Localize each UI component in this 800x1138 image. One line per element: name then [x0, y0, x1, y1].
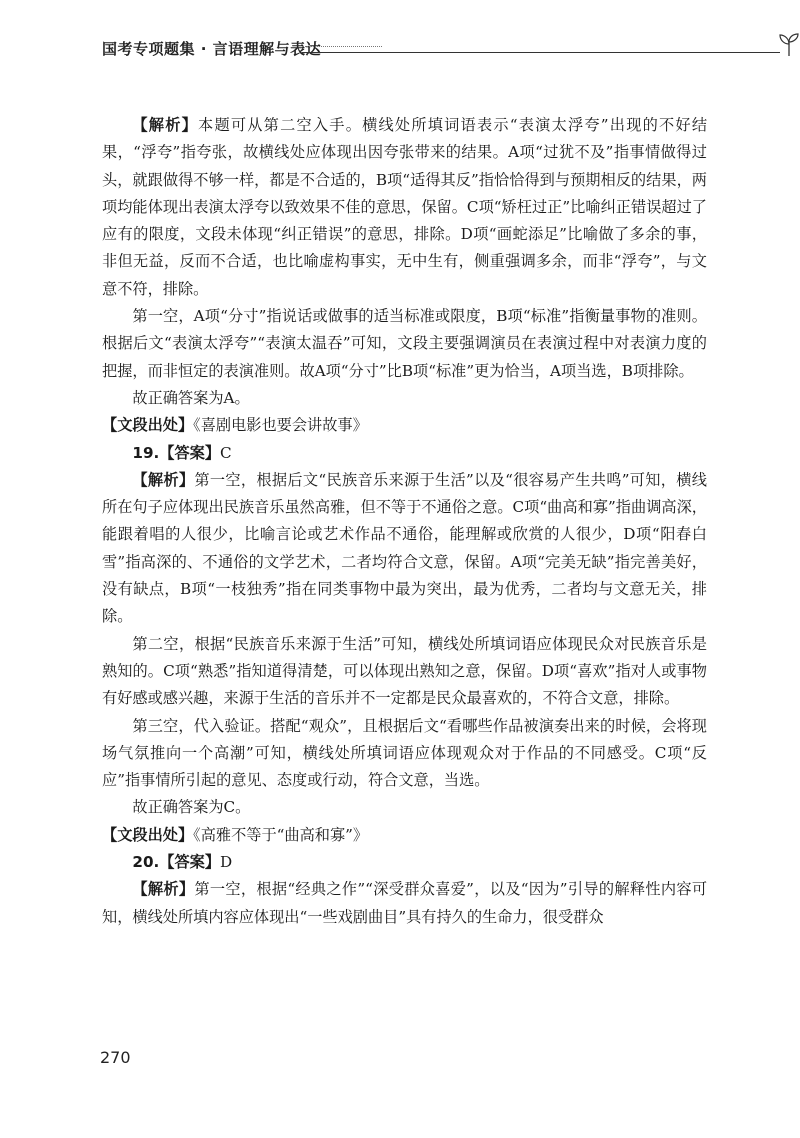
section-tag: 【文段出处】 — [102, 825, 194, 844]
paragraph-text: 第一空，根据后文“民族音乐来源于生活”以及“很容易产生共鸣”可知，横线所在句子应体现出民族音乐虽然高雅，但不等于不通俗之意。C项“曲高和寡”指曲调高深，能跟着唱的人很少，比喻言论或艺术作品不通俗，能理解或欣赏的人很少，D项“阳春白雪”指高深的、不通俗的文学艺术，二者均符合文意，保留。A项“完美无缺”指完善美好，没有缺点，B项“一枝独秀”指在同类事物中最为突出，最为优秀，二者均与文意无关，排除。 — [102, 470, 707, 626]
source-line — [102, 822, 707, 849]
section-tag: 19.【答案】 — [132, 443, 221, 462]
paragraph — [102, 467, 707, 631]
paragraph-text: D — [220, 853, 233, 872]
paragraph-text: 《高雅不等于“曲高和寡”》 — [193, 825, 369, 844]
page-number: 270 — [100, 1048, 131, 1067]
main-content — [102, 112, 707, 931]
header-rule — [302, 52, 780, 53]
paragraph-text: 第二空，根据“民族音乐来源于生活”可知，横线处所填词语应体现民众对民族音乐是熟知的。C项“熟悉”指知道得清楚，可以体现出熟知之意，保留。D项“喜欢”指对人或事物有好感或感兴趣，来源于生活的音乐并不一定都是民众最喜欢的，不符合文意，排除。 — [102, 634, 707, 708]
paragraph-text: 本题可从第二空入手。横线处所填词语表示“表演太浮夸”出现的不好结果，“浮夸”指夸张，故横线处应体现出因夸张带来的结果。A项“过犹不及”指事情做得过头，就跟做得不够一样，都是不合适的，B项“适得其反”指恰恰得到与预期相反的结果，两项均能体现出表演太浮夸以致效果不佳的意思，保留。C项“矫枉过正”比喻纠正错误超过了应有的限度，文段未体现“纠正错误”的意思，排除。D项“画蛇添足”比喻做了多余的事，非但无益，反而不合适，也比喻虚构事实，无中生有，侧重强调多余，而非“浮夸”，与文意不符，排除。 — [102, 116, 708, 298]
paragraph-text: 第三空，代入验证。搭配“观众”，且根据后文“看哪些作品被演奏出来的时候，会将现场气氛推向一个高潮”可知，横线处所填词语应体现观众对于作品的不同感受。C项“反应”指事情所引起的意见、态度或行动，符合文意，当选。 — [102, 716, 707, 790]
answer-line — [102, 849, 707, 876]
section-tag: 【解析】 — [132, 880, 195, 899]
section-tag: 20.【答案】 — [132, 853, 221, 872]
paragraph — [102, 631, 707, 713]
paragraph-text: 第一空，A项“分寸”指说话或做事的适当标准或限度，B项“标准”指衡量事物的准则。根据后文“表演太浮夸”“表演太温吞”可知，文段主要强调演员在表演过程中对表演力度的把握，而非恒定的表演准则。故A项“分寸”比B项“标准”更为恰当，A项当选，B项排除。 — [102, 307, 707, 380]
header-dotted-rule — [302, 46, 382, 47]
paragraph — [102, 385, 707, 412]
header-title: 国考专项题集 · 言语理解与表达 — [102, 40, 322, 58]
paragraph — [102, 794, 707, 821]
section-tag: 【文段出处】 — [102, 416, 194, 435]
section-tag: 【解析】 — [132, 470, 195, 489]
sprout-icon — [776, 32, 800, 62]
paragraph-text: 第一空，根据“经典之作”“深受群众喜爱”，以及“因为”引导的解释性内容可知，横线处所填内容应体现出“一些戏剧曲目”具有持久的生命力，很受群众 — [102, 880, 708, 926]
answer-line — [102, 440, 707, 467]
paragraph — [102, 713, 707, 795]
paragraph-text: 《喜剧电影也要会讲故事》 — [193, 416, 368, 435]
paragraph-text: 故正确答案为C。 — [132, 798, 251, 817]
paragraph — [102, 112, 707, 303]
source-line — [102, 412, 707, 439]
paragraph — [102, 876, 707, 931]
page-header — [102, 30, 702, 70]
paragraph-text: C — [220, 443, 232, 462]
paragraph-text: 故正确答案为A。 — [132, 388, 250, 407]
section-tag: 【解析】 — [132, 116, 199, 134]
paragraph — [102, 303, 707, 385]
